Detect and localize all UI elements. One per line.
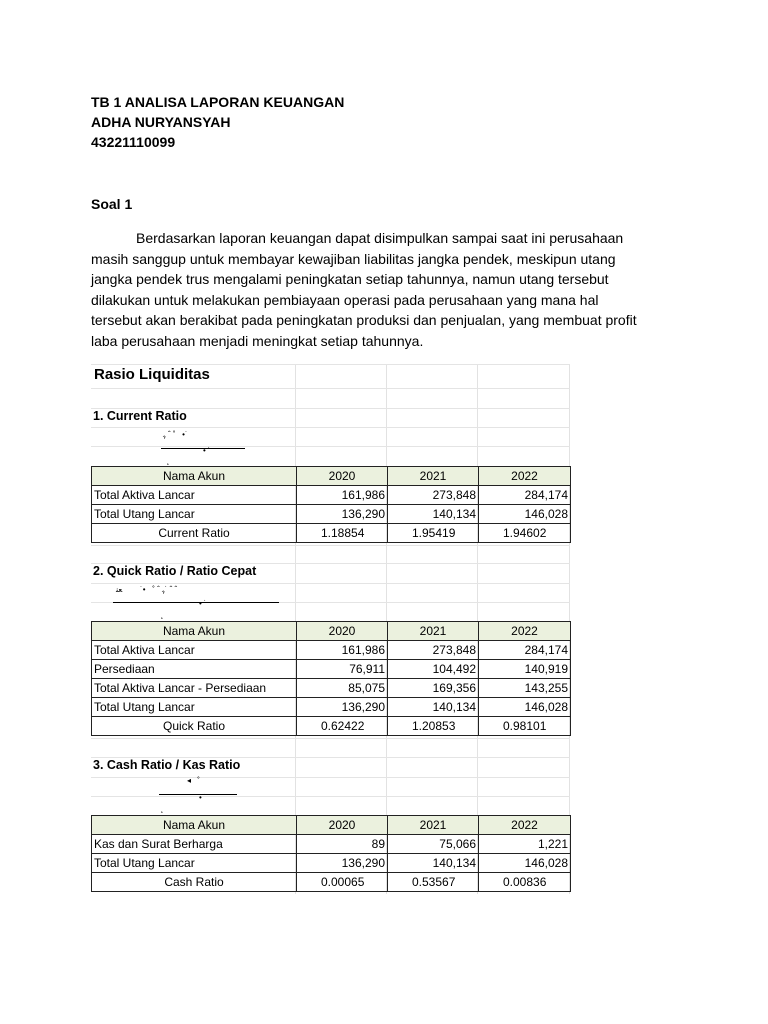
ratio-value: 0.00065 [297,873,388,892]
section-heading: Soal 1 [91,196,133,212]
column-header: 2022 [479,622,571,641]
value-cell: 136,290 [297,698,388,717]
value-cell: 273,848 [388,486,479,505]
formula-fraction-line [159,794,237,795]
paragraph-line: jangka pendek trus mengalami peningkatan setiap tahunnya, namun utang tersebut [91,271,609,287]
account-name: Persediaan [92,660,297,679]
value-cell: 140,134 [388,698,479,717]
column-header: 2020 [297,467,388,486]
grid-line [91,777,570,778]
ratio-value: 1.95419 [388,524,479,543]
value-cell: 284,174 [479,641,571,660]
table-row [92,641,571,660]
paragraph-line: Berdasarkan laporan keuangan dapat disimpulkan sampai saat ini perusahaan [136,230,624,246]
grid-line [91,738,570,739]
paragraph-line: laba perusahaan menjadi meningkat setiap tahunnya. [91,332,424,349]
grid-line [91,388,570,389]
formula-glyph-icon: ﮩ ˆ ˚ •˙ ﻌﻨ˙ ˆ ˆ [116,585,178,594]
value-cell: 136,290 [297,505,388,524]
formula-glyph-icon: ﮩ ˆ ˚ •˙ [163,430,188,439]
grid-line [91,364,570,365]
value-cell: 76,911 [297,660,388,679]
column-header: 2021 [388,467,479,486]
quick-ratio-title: 2. Quick Ratio / Ratio Cepat [93,564,257,578]
ratio-value: 1.20853 [388,717,479,736]
column-header: 2021 [388,816,479,835]
formula-glyph-icon: ˛ [167,456,172,465]
table-row [92,660,571,679]
document-title: TB 1 ANALISA LAPORAN KEUANGAN [91,94,345,110]
cash-ratio-title: 3. Cash Ratio / Kas Ratio [93,758,241,772]
column-header: 2020 [297,622,388,641]
value-cell: 146,028 [479,854,571,873]
ratio-row [92,717,571,736]
table-row [92,835,571,854]
table-header-row [92,622,571,641]
value-cell: 85,075 [297,679,388,698]
column-header: 2022 [479,467,571,486]
value-cell: 75,066 [388,835,479,854]
value-cell: 140,134 [388,505,479,524]
formula-glyph-icon: •˙ [199,793,209,802]
account-name: Total Aktiva Lancar [92,641,297,660]
grid-line [91,446,570,447]
answer-paragraph [91,228,691,351]
column-header: 2020 [297,816,388,835]
table-row [92,505,571,524]
quick-ratio-table [91,621,571,736]
student-id: 43221110099 [91,134,176,150]
column-header: Nama Akun [92,622,297,641]
value-cell: 273,848 [388,641,479,660]
account-name: Total Aktiva Lancar - Persediaan [92,679,297,698]
grid-line [91,427,570,428]
formula-glyph-icon: ˛ [161,804,166,813]
account-name: Total Aktiva Lancar [92,486,297,505]
ratio-row [92,873,571,892]
ratio-label: Current Ratio [92,524,297,543]
column-header: 2022 [479,816,571,835]
table-row [92,679,571,698]
ratio-label: Quick Ratio [92,717,297,736]
table-row [92,854,571,873]
grid-line [91,796,570,797]
value-cell: 146,028 [479,505,571,524]
value-cell: 161,986 [297,641,388,660]
ratio-value: 0.53567 [388,873,479,892]
value-cell: 1,221 [479,835,571,854]
value-cell: 89 [297,835,388,854]
value-cell: 169,356 [388,679,479,698]
paragraph-line: masih sanggup untuk membayar kewajiban liabilitas jangka pendek, meskipun utang [91,250,616,267]
account-name: Kas dan Surat Berharga [92,835,297,854]
current-ratio-title: 1. Current Ratio [93,409,187,423]
grid-line [91,583,570,584]
column-header: Nama Akun [92,816,297,835]
value-cell: 104,492 [388,660,479,679]
table-row [92,698,571,717]
formula-glyph-icon: •˙ [199,599,209,608]
table-header-row [92,816,571,835]
column-header: 2021 [388,622,479,641]
ratio-row [92,524,571,543]
formula-glyph-icon: ˛ [161,610,166,619]
current-ratio-table [91,466,571,543]
formula-glyph-icon: •˙ [203,446,213,455]
column-header: Nama Akun [92,467,297,486]
formula-fraction-line [113,602,279,603]
account-name: Total Utang Lancar [92,698,297,717]
ratio-label: Cash Ratio [92,873,297,892]
ratio-value: 0.62422 [297,717,388,736]
account-name: Total Utang Lancar [92,505,297,524]
value-cell: 140,134 [388,854,479,873]
ratio-value: 1.94602 [479,524,571,543]
ratio-value: 0.98101 [479,717,571,736]
value-cell: 146,028 [479,698,571,717]
account-name: Total Utang Lancar [92,854,297,873]
ratio-value: 0.00836 [479,873,571,892]
value-cell: 161,986 [297,486,388,505]
value-cell: 140,919 [479,660,571,679]
cash-ratio-table [91,815,571,892]
formula-glyph-icon: ◂ ˚ [187,776,202,785]
spreadsheet-image [91,364,570,894]
table-row [92,486,571,505]
value-cell: 136,290 [297,854,388,873]
paragraph-line: dilakukan untuk melakukan pembiayaan operasi pada perusahaan yang mana hal [91,291,599,308]
table-header-row [92,467,571,486]
ratio-value: 1.18854 [297,524,388,543]
sheet-title: Rasio Liquiditas [94,366,210,383]
grid-line [91,545,570,546]
value-cell: 284,174 [479,486,571,505]
paragraph-line: tersebut akan berakibat pada peningkatan produksi dan penjualan, yang membuat profit [91,312,637,328]
student-name: ADHA NURYANSYAH [91,114,231,130]
value-cell: 143,255 [479,679,571,698]
